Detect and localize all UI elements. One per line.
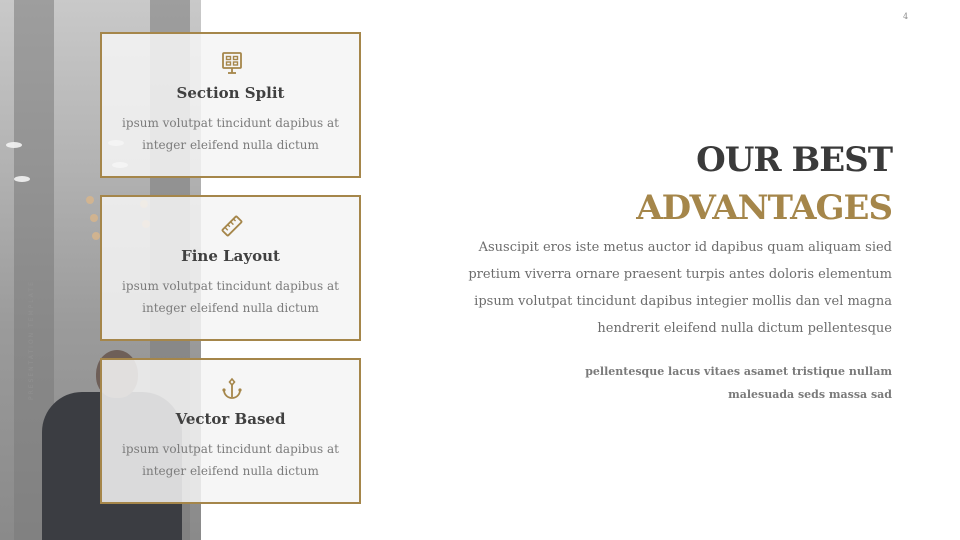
body-paragraph: Asuscipit eros iste metus auctor id dapibus quam aliquam sied pretium viverra ornare praesent turpis antes doloris elementum ipsum volutpat tincidunt dapibus integier mollis dan vel magna hendrerit eleifend nulla dictum pellentesque xyxy=(468,240,892,336)
page-number: 4 xyxy=(903,12,909,21)
photo-light xyxy=(14,176,30,182)
photo-bokeh xyxy=(90,214,98,222)
heading-line-2: ADVANTAGES xyxy=(636,188,892,228)
feature-card-description: ipsum volutpat tincidunt dapibus at integer eleifend nulla dictum xyxy=(122,279,339,315)
feature-card-fine-layout xyxy=(100,195,361,341)
presentation-board-icon xyxy=(220,51,244,75)
photo-light xyxy=(6,142,22,148)
vertical-caption: PRESENTATION TEMPLATE xyxy=(28,280,35,400)
feature-card-title: Fine Layout xyxy=(181,247,280,265)
anchor-pen-icon xyxy=(220,377,244,401)
feature-card-title: Vector Based xyxy=(175,410,286,428)
photo-bokeh xyxy=(86,196,94,204)
feature-card-description: ipsum volutpat tincidunt dapibus at integer eleifend nulla dictum xyxy=(122,116,339,152)
heading-line-1: OUR BEST xyxy=(696,140,892,180)
feature-card-section-split xyxy=(100,32,361,178)
photo-bokeh xyxy=(92,232,100,240)
feature-card-title: Section Split xyxy=(176,84,285,102)
bold-note: pellentesque lacus vitaes asamet tristique nullam malesuada seds massa sad xyxy=(585,365,892,401)
feature-card-description: ipsum volutpat tincidunt dapibus at integer eleifend nulla dictum xyxy=(122,442,339,478)
ruler-icon xyxy=(220,214,244,238)
feature-card-vector-based xyxy=(100,358,361,504)
